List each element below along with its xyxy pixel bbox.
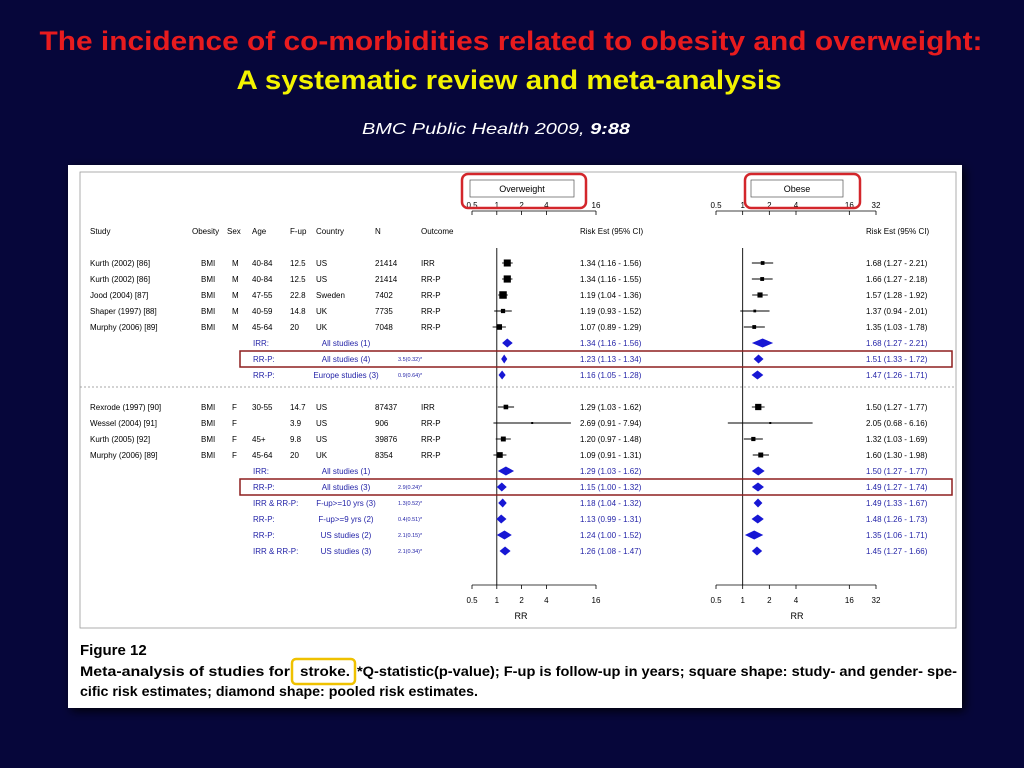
bottom-axis-tick-label: 16: [844, 596, 854, 605]
pooled-label: RR-P:: [253, 371, 275, 380]
pooled-label: IRR:: [253, 339, 269, 348]
cell-country: US: [316, 403, 328, 412]
cell-obesity: BMI: [201, 323, 216, 332]
cell-outcome: RR-P: [421, 435, 441, 444]
x-axis-label: RR: [514, 611, 528, 621]
column-header: N: [375, 227, 381, 236]
study-square: [501, 437, 506, 442]
cell-n: 906: [375, 419, 389, 428]
top-axis-tick-label: 0.5: [466, 201, 478, 210]
bottom-axis-tick-label: 2: [767, 596, 772, 605]
pooled-label: RR-P:: [253, 531, 275, 540]
cell-n: 87437: [375, 403, 398, 412]
journal-citation: [362, 121, 630, 138]
column-header: Sex: [227, 227, 241, 236]
risk-estimate: 1.29 (1.03 - 1.62): [580, 467, 642, 476]
cell-study: Murphy (2006) [89]: [90, 323, 158, 332]
risk-estimate: 1.45 (1.27 - 1.66): [866, 547, 928, 556]
cell-sex: M: [232, 275, 239, 284]
caption-lead: Meta-analysis of studies for: [80, 664, 291, 679]
study-square: [757, 292, 762, 297]
bottom-axis-tick-label: 32: [871, 596, 881, 605]
panel-title: Overweight: [499, 184, 545, 194]
cell-age: 40-59: [252, 307, 273, 316]
risk-estimate: 1.57 (1.28 - 1.92): [866, 291, 928, 300]
risk-estimate: 2.69 (0.91 - 7.94): [580, 419, 642, 428]
heterogeneity-q: 1.3(0.52)*: [398, 501, 423, 507]
cell-age: 47-55: [252, 291, 273, 300]
top-axis-tick-label: 2: [519, 201, 524, 210]
cell-study: Kurth (2005) [92]: [90, 435, 151, 444]
pooled-subgroup: All studies (4): [321, 355, 371, 364]
cell-study: Murphy (2006) [89]: [90, 451, 158, 460]
risk-estimate: 1.13 (0.99 - 1.31): [580, 515, 642, 524]
column-header: Age: [252, 227, 267, 236]
risk-estimate: 1.34 (1.16 - 1.56): [580, 259, 642, 268]
study-square: [499, 291, 507, 299]
cell-n: 39876: [375, 435, 398, 444]
risk-estimate: 1.29 (1.03 - 1.62): [580, 403, 642, 412]
risk-estimate: 1.20 (0.97 - 1.48): [580, 435, 642, 444]
risk-estimate: 1.60 (1.30 - 1.98): [866, 451, 928, 460]
bottom-axis-tick-label: 4: [544, 596, 549, 605]
risk-estimate: 1.50 (1.27 - 1.77): [866, 467, 928, 476]
study-square: [497, 452, 503, 458]
pooled-subgroup: All studies (1): [321, 339, 371, 348]
cell-outcome: RR-P: [421, 275, 441, 284]
cell-age: 30-55: [252, 403, 273, 412]
study-square: [531, 422, 533, 424]
cell-study: Kurth (2002) [86]: [90, 259, 151, 268]
cell-fup: 3.9: [290, 419, 302, 428]
risk-estimate: 1.07 (0.89 - 1.29): [580, 323, 642, 332]
top-axis-tick-label: 4: [793, 201, 799, 210]
study-square: [496, 324, 502, 330]
cell-n: 7048: [375, 323, 393, 332]
panel-title: Obese: [783, 184, 811, 194]
cell-outcome: RR-P: [421, 419, 441, 428]
cell-outcome: RR-P: [421, 451, 441, 460]
risk-estimate: 1.35 (1.06 - 1.71): [866, 531, 928, 540]
cell-obesity: BMI: [201, 451, 216, 460]
pooled-subgroup: F-up>=10 yrs (3): [316, 499, 376, 508]
cell-age: 40-84: [252, 259, 273, 268]
study-square: [504, 259, 511, 266]
bottom-axis-tick-label: 16: [591, 596, 601, 605]
risk-estimate: 1.16 (1.05 - 1.28): [580, 371, 642, 380]
top-axis-tick-label: 32: [871, 201, 881, 210]
risk-estimate: 1.50 (1.27 - 1.77): [866, 403, 928, 412]
cell-country: US: [316, 259, 328, 268]
cell-study: Wessel (2004) [91]: [90, 419, 157, 428]
bottom-axis-tick-label: 4: [793, 596, 799, 605]
cell-outcome: RR-P: [421, 291, 441, 300]
pooled-subgroup: US studies (2): [320, 531, 372, 540]
bottom-axis-tick-label: 0.5: [466, 596, 478, 605]
study-square: [760, 277, 764, 281]
cell-study: Rexrode (1997) [90]: [90, 403, 162, 412]
risk-estimate: 1.48 (1.26 - 1.73): [866, 515, 928, 524]
study-square: [752, 325, 756, 329]
cell-obesity: BMI: [201, 435, 216, 444]
heterogeneity-q: 2.1(0.15)*: [398, 533, 423, 539]
pooled-label: IRR & RR-P:: [253, 547, 299, 556]
cell-country: Sweden: [316, 291, 345, 300]
cell-study: Shaper (1997) [88]: [90, 307, 157, 316]
cell-fup: 12.5: [290, 275, 306, 284]
cell-country: UK: [316, 451, 328, 460]
risk-estimate: 1.23 (1.13 - 1.34): [580, 355, 642, 364]
cell-outcome: IRR: [421, 259, 435, 268]
column-header: Outcome: [421, 227, 454, 236]
risk-estimate: 1.09 (0.91 - 1.31): [580, 451, 642, 460]
risk-estimate: 1.47 (1.26 - 1.71): [866, 371, 928, 380]
cell-study: Kurth (2002) [86]: [90, 275, 151, 284]
pooled-label: RR-P:: [253, 483, 275, 492]
heterogeneity-q: 3.5(0.32)*: [398, 357, 423, 363]
risk-estimate: 1.49 (1.27 - 1.74): [866, 483, 928, 492]
cell-study: Jood (2004) [87]: [90, 291, 149, 300]
cell-outcome: IRR: [421, 403, 435, 412]
cell-sex: M: [232, 323, 239, 332]
top-axis-tick-label: 1: [740, 201, 745, 210]
cell-obesity: BMI: [201, 259, 216, 268]
heterogeneity-q: 2.1(0.34)*: [398, 549, 423, 555]
cell-fup: 12.5: [290, 259, 306, 268]
pooled-subgroup: F-up>=9 yrs (2): [318, 515, 374, 524]
citation-journal: BMC Public Health 2009,: [362, 121, 541, 138]
risk-estimate: 1.51 (1.33 - 1.72): [866, 355, 928, 364]
x-axis-label: RR: [790, 611, 804, 621]
risk-estimate: 1.35 (1.03 - 1.78): [866, 323, 928, 332]
risk-estimate: 1.24 (1.00 - 1.52): [580, 531, 642, 540]
column-header: Country: [316, 227, 345, 236]
cell-n: 21414: [375, 275, 398, 284]
risk-estimate: 1.37 (0.94 - 2.01): [866, 307, 928, 316]
top-axis-tick-label: 0.5: [710, 201, 722, 210]
cell-country: US: [316, 275, 328, 284]
risk-estimate-header: Risk Est (95% CI): [580, 227, 644, 236]
risk-estimate: 2.05 (0.68 - 6.16): [866, 419, 928, 428]
study-square: [504, 405, 509, 410]
cell-fup: 20: [290, 323, 299, 332]
cell-sex: F: [232, 403, 237, 412]
pooled-label: IRR:: [253, 467, 269, 476]
cell-n: 7735: [375, 307, 393, 316]
cell-sex: M: [232, 291, 239, 300]
top-axis-tick-label: 16: [591, 201, 601, 210]
study-square: [755, 404, 761, 410]
caption-text: *Q-statistic(p-value); F-up is follow-up in years; square shape: study- and gender- spe-: [357, 664, 957, 679]
risk-estimate: 1.19 (1.04 - 1.36): [580, 291, 642, 300]
column-header: Obesity: [192, 227, 220, 236]
cell-fup: 14.8: [290, 307, 306, 316]
cell-sex: F: [232, 451, 237, 460]
caption-text-line2: cific risk estimates; diamond shape: pooled risk estimates.: [80, 684, 478, 699]
study-square: [769, 422, 771, 424]
cell-age: 45+: [252, 435, 266, 444]
column-header: F-up: [290, 227, 307, 236]
cell-obesity: BMI: [201, 307, 216, 316]
cell-fup: 14.7: [290, 403, 306, 412]
cell-country: US: [316, 435, 328, 444]
bottom-axis-tick-label: 2: [519, 596, 524, 605]
cell-outcome: RR-P: [421, 307, 441, 316]
cell-obesity: BMI: [201, 403, 216, 412]
heterogeneity-q: 0.4(0.51)*: [398, 517, 423, 523]
risk-estimate: 1.18 (1.04 - 1.32): [580, 499, 642, 508]
cell-outcome: RR-P: [421, 323, 441, 332]
cell-sex: M: [232, 259, 239, 268]
study-square: [753, 310, 756, 313]
cell-country: UK: [316, 323, 328, 332]
cell-obesity: BMI: [201, 291, 216, 300]
study-square: [758, 453, 763, 458]
cell-fup: 9.8: [290, 435, 302, 444]
cell-n: 8354: [375, 451, 393, 460]
pooled-subgroup: All studies (1): [321, 467, 371, 476]
slide-title: The incidence of co-morbidities related to obesity and overweight:: [39, 26, 983, 56]
pooled-label: RR-P:: [253, 355, 275, 364]
study-square: [504, 275, 511, 282]
cell-age: 45-64: [252, 451, 273, 460]
cell-obesity: BMI: [201, 275, 216, 284]
risk-estimate: 1.68 (1.27 - 2.21): [866, 339, 928, 348]
risk-estimate: 1.34 (1.16 - 1.56): [580, 339, 642, 348]
study-square: [751, 437, 755, 441]
risk-estimate: 1.34 (1.16 - 1.55): [580, 275, 642, 284]
cell-sex: F: [232, 435, 237, 444]
pooled-subgroup: US studies (3): [320, 547, 372, 556]
risk-estimate: 1.15 (1.00 - 1.32): [580, 483, 642, 492]
risk-estimate-header: Risk Est (95% CI): [866, 227, 930, 236]
heterogeneity-q: 2.9(0.24)*: [398, 485, 423, 491]
figure-label: Figure 12: [80, 642, 147, 659]
pooled-label: RR-P:: [253, 515, 275, 524]
top-axis-tick-label: 1: [494, 201, 500, 210]
cell-country: US: [316, 419, 328, 428]
citation-volume: 9:88: [590, 121, 623, 138]
risk-estimate: 1.19 (0.93 - 1.52): [580, 307, 642, 316]
cell-country: UK: [316, 307, 328, 316]
study-square: [501, 309, 505, 313]
top-axis-tick-label: 16: [844, 201, 854, 210]
heterogeneity-q: 0.9(0.64)*: [398, 373, 423, 379]
cell-age: 45-64: [252, 323, 273, 332]
risk-estimate: 1.32 (1.03 - 1.69): [866, 435, 928, 444]
caption-highlight-word: stroke.: [300, 664, 350, 679]
top-axis-tick-label: 4: [544, 201, 549, 210]
risk-estimate: 1.68 (1.27 - 2.21): [866, 259, 928, 268]
pooled-label: IRR & RR-P:: [253, 499, 299, 508]
risk-estimate: 1.49 (1.33 - 1.67): [866, 499, 928, 508]
slide-subtitle: A systematic review and meta-analysis: [236, 65, 782, 95]
bottom-axis-tick-label: 0.5: [710, 596, 722, 605]
cell-fup: 22.8: [290, 291, 306, 300]
bottom-axis-tick-label: 1: [740, 596, 745, 605]
cell-obesity: BMI: [201, 419, 216, 428]
cell-n: 21414: [375, 259, 398, 268]
cell-sex: F: [232, 419, 237, 428]
cell-sex: M: [232, 307, 239, 316]
risk-estimate: 1.26 (1.08 - 1.47): [580, 547, 642, 556]
top-axis-tick-label: 2: [767, 201, 772, 210]
bottom-axis-tick-label: 1: [494, 596, 500, 605]
cell-n: 7402: [375, 291, 393, 300]
cell-age: 40-84: [252, 275, 273, 284]
column-header: Study: [90, 227, 111, 236]
cell-fup: 20: [290, 451, 299, 460]
risk-estimate: 1.66 (1.27 - 2.18): [866, 275, 928, 284]
study-square: [761, 261, 765, 265]
pooled-subgroup: Europe studies (3): [313, 371, 379, 380]
pooled-subgroup: All studies (3): [321, 483, 371, 492]
